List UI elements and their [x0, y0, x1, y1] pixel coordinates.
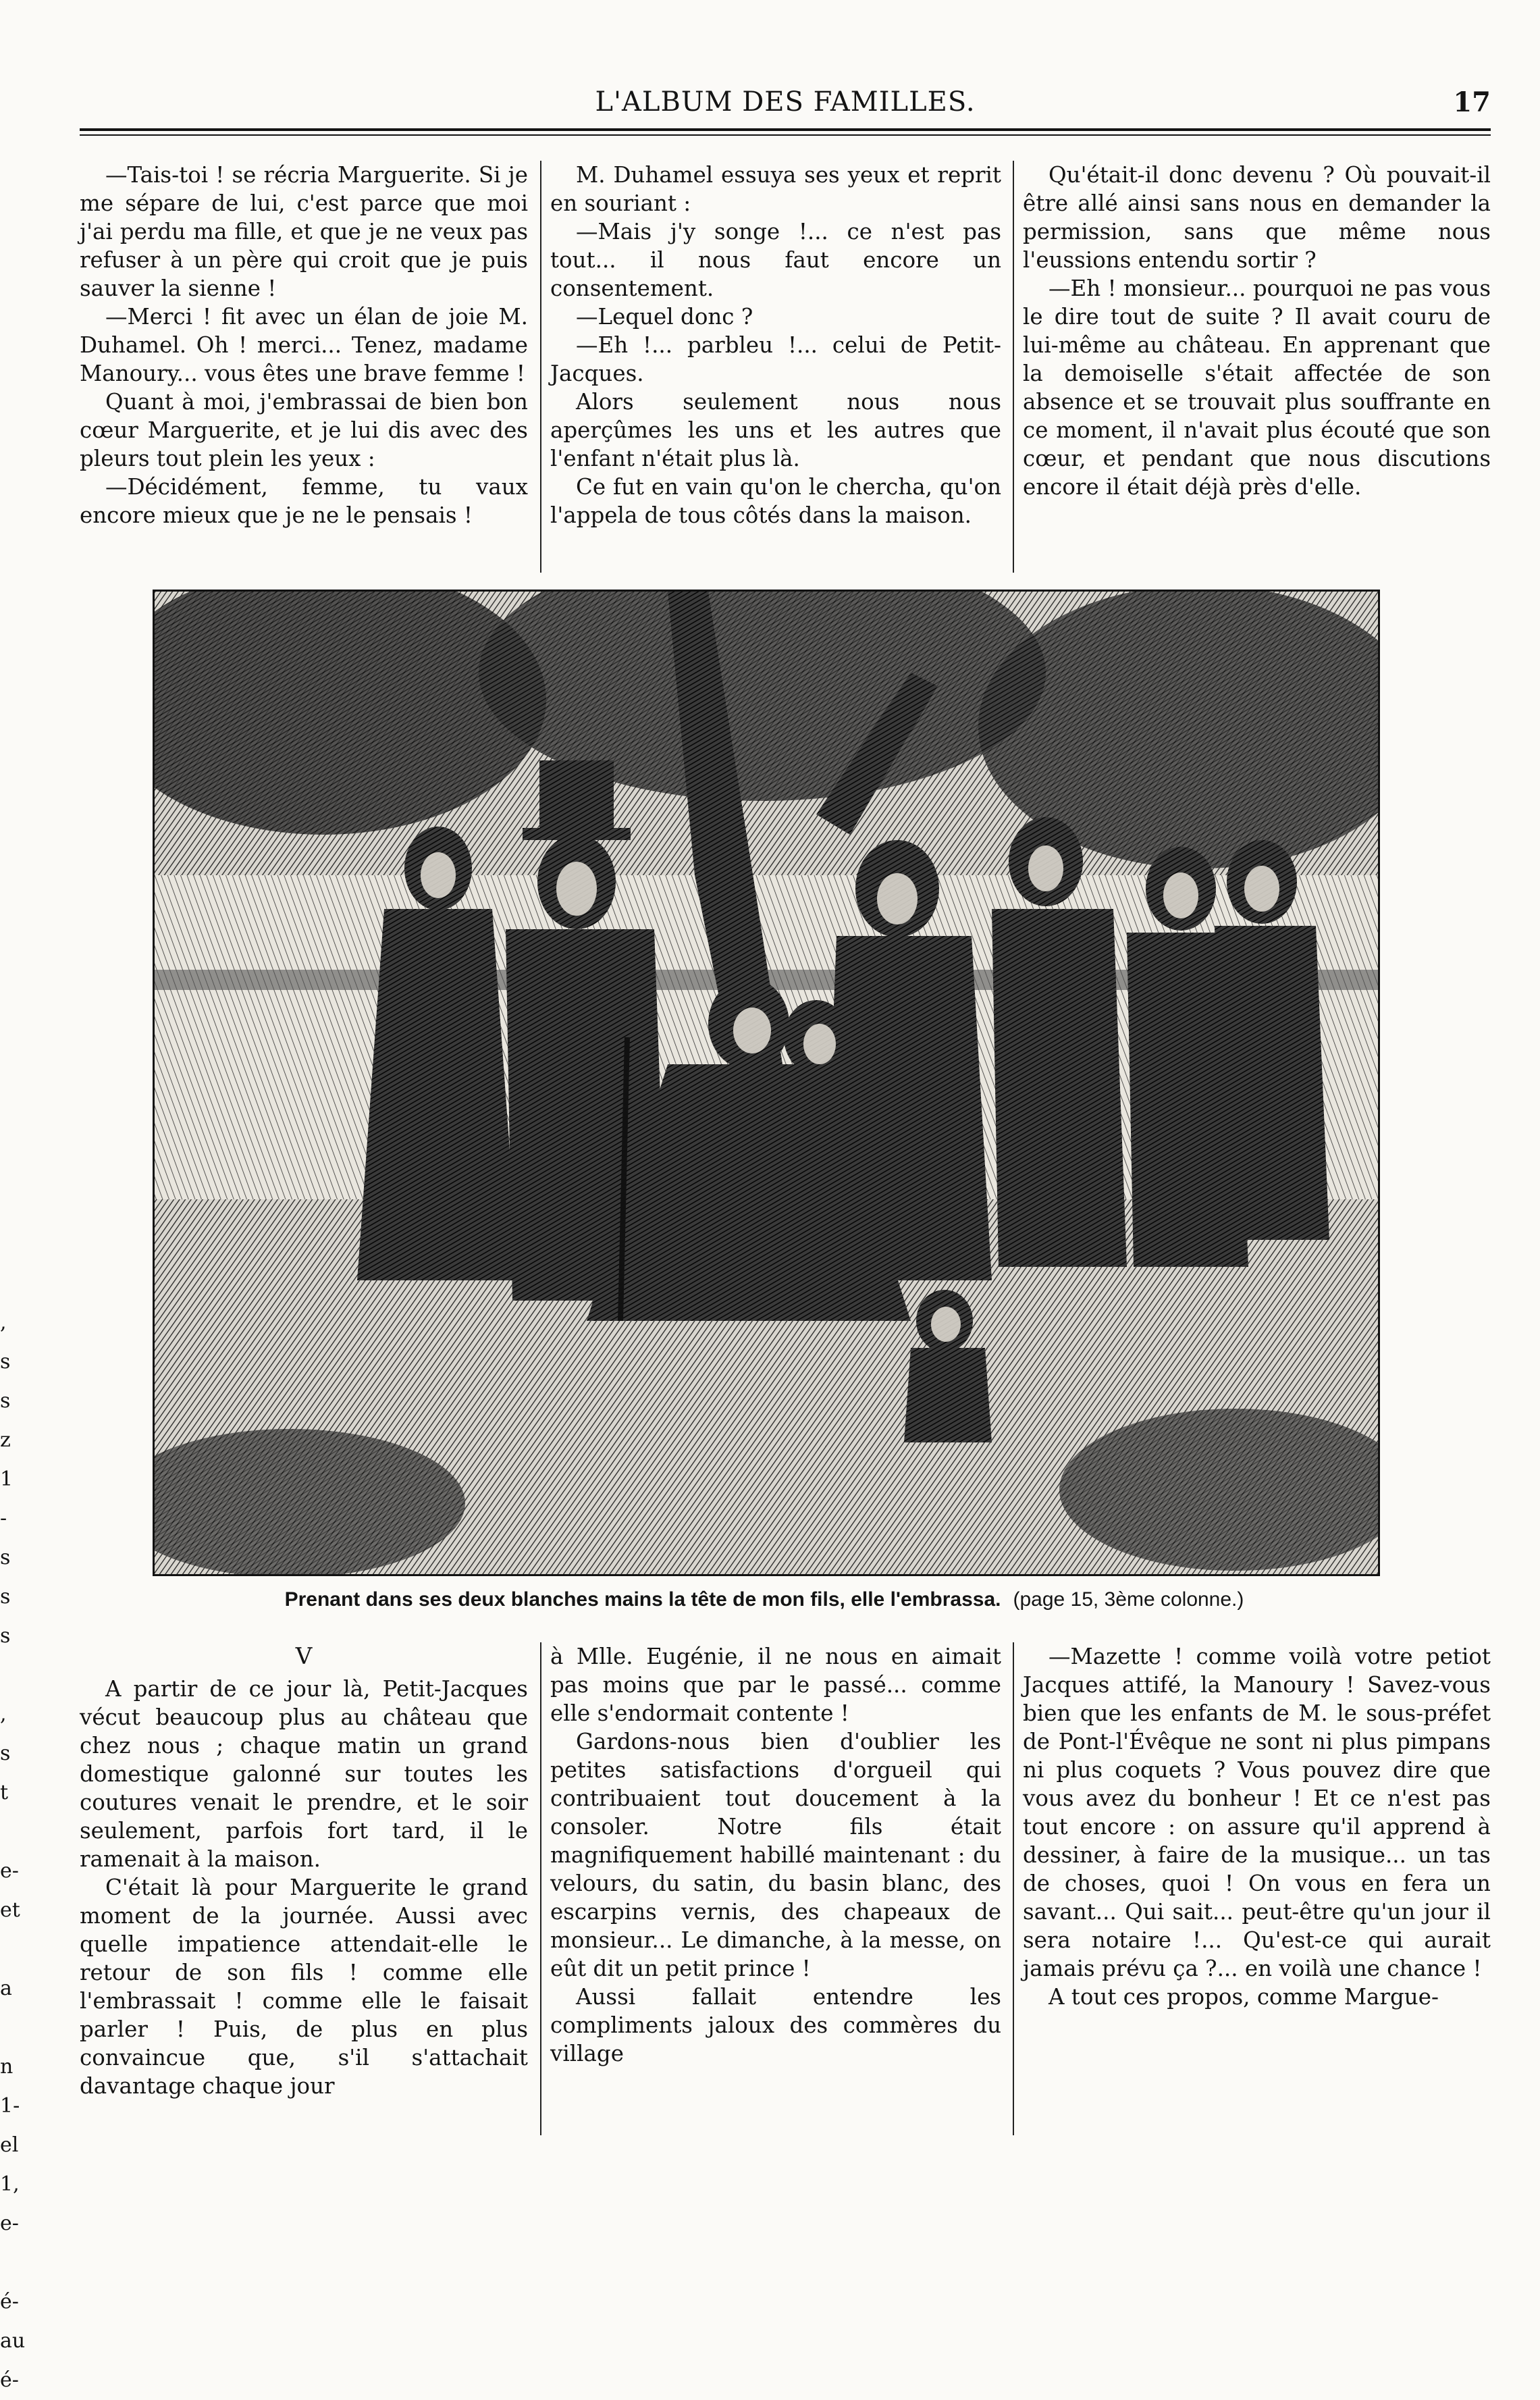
column-divider: [540, 1642, 541, 2135]
column-divider: [1013, 161, 1014, 573]
engraving-scene: [155, 592, 1378, 1574]
margin-fragment: s: [0, 1624, 11, 1648]
top-column-3: [1023, 161, 1491, 501]
header-rule: [80, 128, 1491, 131]
margin-fragment: [0, 2008, 27, 2047]
margin-fragment: é-: [0, 2368, 19, 2392]
engraving-illustration: [153, 590, 1380, 1576]
paragraph: C'était là pour Marguerite le grand moment de la journée. Aussi avec quelle impatience attendait-elle le retour de son fils ! comme elle l'embrassait ! comme elle le faisait parler ! Puis, de plus en plus convaincue que, s'il s'attachait davantage chaque jour: [80, 1875, 528, 2099]
margin-fragment: e-: [0, 2212, 19, 2235]
margin-fragment: s: [0, 1389, 11, 1413]
margin-fragment: a: [0, 1977, 12, 2000]
margin-fragment: e-: [0, 1859, 19, 1883]
bottom-column-1: [80, 1642, 528, 2100]
margin-fragment: s: [0, 1742, 11, 1765]
margin-fragment: [0, 1930, 27, 1969]
paragraph: —Tais-toi ! se récria Marguerite. Si je me sépare de lui, c'est parce que moi j'ai perdu ma fille, et que je ne veux pas refuser à un père qui croit que je puis sauver la sienne !: [80, 162, 528, 301]
margin-fragment: [0, 1656, 27, 1695]
paragraph: Gardons-nous bien d'oublier les petites satisfactions d'orgueil qui contribuaient tout doucement à la consoler. Notre fils était magnifiquement habillé maintenant : du velours, du satin, du basin blanc, des escarpins vernis, des chapeaux de monsieur... Le dimanche, à la messe, on eût dit un petit prince !: [550, 1729, 1001, 1981]
paragraph: Alors seulement nous nous aperçûmes les uns et les autres que l'enfant n'était plus là.: [550, 389, 1001, 471]
bottom-column-3: [1023, 1642, 1491, 2011]
margin-fragment: ,: [0, 1311, 7, 1334]
margin-fragment: s: [0, 1585, 11, 1609]
margin-fragment: ,: [0, 1702, 7, 1726]
top-column-2: [550, 161, 1001, 529]
margin-fragment: -: [0, 1507, 7, 1530]
paragraph: Aussi fallait entendre les compliments jaloux des commères du village: [550, 1984, 1001, 2066]
paragraph: A tout ces propos, comme Margue-: [1048, 1984, 1439, 2010]
paragraph: —Lequel donc ?: [576, 304, 753, 330]
margin-fragment: z: [0, 1428, 11, 1452]
margin-fragment: s: [0, 1350, 11, 1374]
header-rule-thin: [80, 134, 1491, 136]
paragraph: Qu'était-il donc devenu ? Où pouvait-il être allé ainsi sans nous en demander la permission, sans que même nous l'eussions entendu sortir ?: [1023, 162, 1491, 273]
margin-fragment: 1,: [0, 2172, 20, 2196]
top-column-1: [80, 161, 528, 529]
facing-page-fragments: [0, 1303, 27, 2400]
paragraph: A partir de ce jour là, Petit-Jacques vécut beaucoup plus au château que chez nous ; chaque matin un grand domestique galonné sur toutes les coutures venait le prendre, et le soir seulement, parfois fort tard, il le ramenait à la maison.: [80, 1676, 528, 1872]
paragraph: —Eh !... parbleu !... celui de Petit-Jacques.: [550, 332, 1001, 386]
paragraph: M. Duhamel essuya ses yeux et reprit en souriant :: [550, 162, 1001, 216]
illustration-caption: [153, 1588, 1376, 1611]
paragraph: —Mais j'y songe !... ce n'est pas tout... il nous faut encore un consentement.: [550, 219, 1001, 301]
paragraph: à Mlle. Eugénie, il ne nous en aimait pas moins que par le passé... comme elle s'endormait contente !: [550, 1644, 1001, 1726]
margin-fragment: n: [0, 2055, 14, 2079]
margin-fragment: et: [0, 1898, 20, 1922]
margin-fragment: [0, 1812, 27, 1852]
bottom-column-2: [550, 1642, 1001, 2068]
margin-fragment: s: [0, 1546, 11, 1569]
paragraph: —Mazette ! comme voilà votre petiot Jacques attifé, la Manoury ! Savez-vous bien que les enfants de M. le sous-préfet de Pont-l'Évêque ne sont ni plus pimpans ni plus coquets ? Vous pouvez dire que vous avez du bonheur ! Et ce n'est pas tout encore : on assure qu'il apprend à dessiner, à faire de la musique... un tas de choses, quoi ! On vous en fera un savant... Qui sait... peut-être qu'un jour il sera notaire !... Qu'est-ce qui aurait jamais prévu ça ?... en voilà une chance !: [1023, 1644, 1491, 1981]
margin-fragment: el: [0, 2133, 19, 2157]
margin-fragment: au: [0, 2329, 26, 2353]
section-numeral: V: [295, 1643, 313, 1670]
margin-fragment: 1-: [0, 2094, 20, 2118]
margin-fragment: 1: [0, 1467, 14, 1491]
column-divider: [1013, 1642, 1014, 2135]
page-number: 17: [1453, 86, 1491, 118]
paragraph: Ce fut en vain qu'on le chercha, qu'on l'appela de tous côtés dans la maison.: [550, 474, 1001, 528]
margin-fragment: [0, 2243, 27, 2282]
caption-reference: (page 15, 3ème colonne.): [1013, 1588, 1244, 1611]
column-divider: [540, 161, 541, 573]
publication-title: L'ALBUM DES FAMILLES.: [595, 86, 976, 118]
paragraph: —Merci ! fit avec un élan de joie M. Duhamel. Oh ! merci... Tenez, madame Manoury... vous êtes une brave femme !: [80, 304, 528, 386]
paragraph: —Eh ! monsieur... pourquoi ne pas vous le dire tout de suite ? Il avait couru de lui-même au château. En apprenant que la demoiselle s'était affectée de son absence et se trouvait plus souffrante en ce moment, il n'avait plus écouté que son cœur, et pendant que nous discutions encore il était déjà près d'elle.: [1023, 276, 1491, 500]
margin-fragment: t: [0, 1781, 9, 1804]
margin-fragment: é-: [0, 2290, 19, 2314]
running-header: [80, 86, 1491, 127]
paragraph: Quant à moi, j'embrassai de bien bon cœur Marguerite, et je lui dis avec des pleurs tout plein les yeux :: [80, 389, 528, 471]
paragraph: —Décidément, femme, tu vaux encore mieux que je ne le pensais !: [80, 474, 528, 528]
caption-text: Prenant dans ses deux blanches mains la tête de mon fils, elle l'embrassa.: [284, 1588, 1001, 1611]
